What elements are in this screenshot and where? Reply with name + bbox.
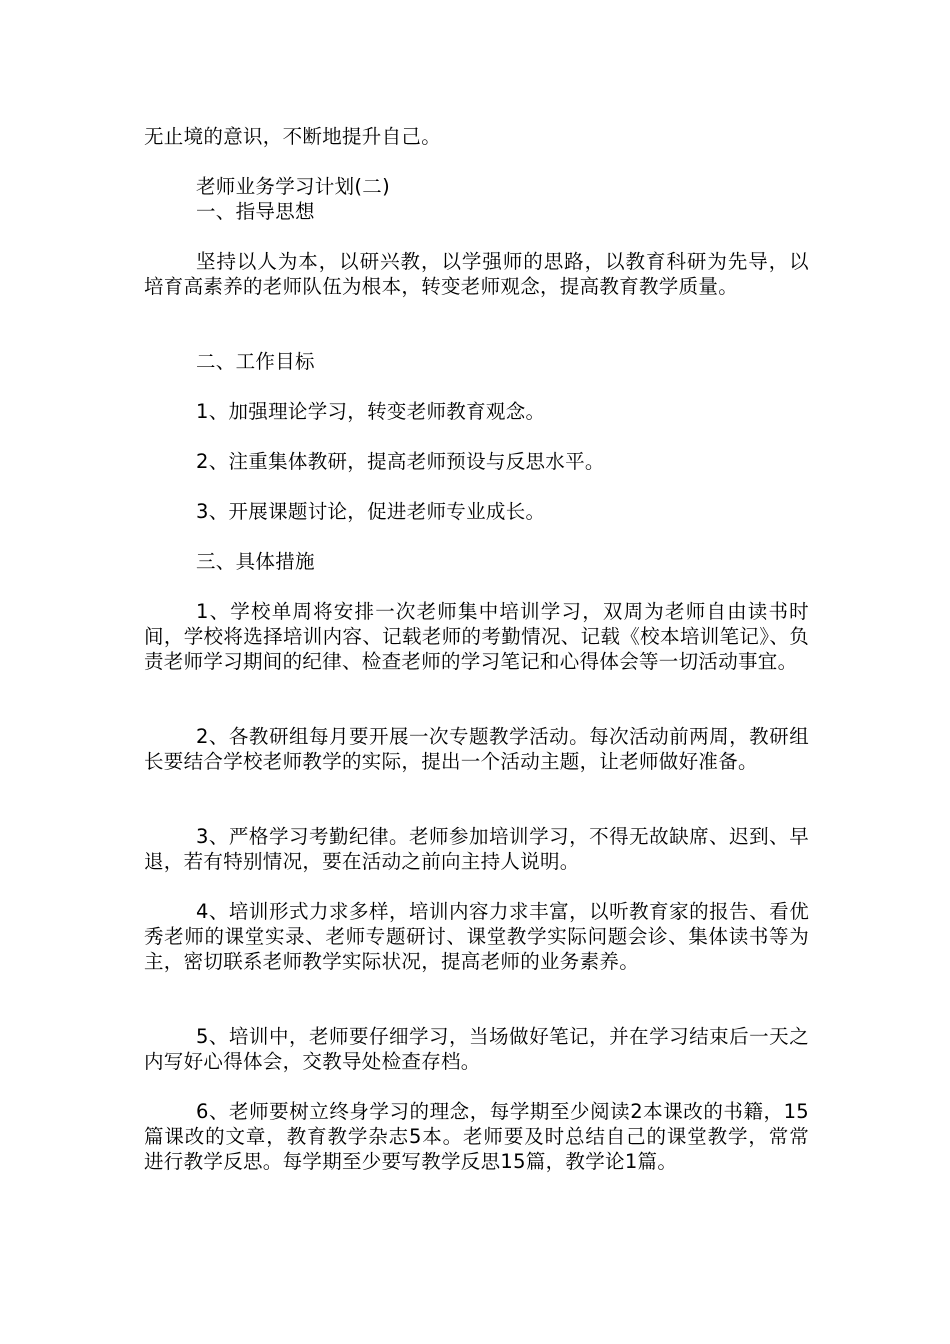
- measure-item-5: 5、培训中，老师要仔细学习，当场做好笔记，并在学习结束后一天之内写好心得体会，交教导处检查存档。: [144, 1025, 809, 1073]
- section-heading-work-goals: 二、工作目标: [196, 350, 315, 373]
- measure-item-4: 4、培训形式力求多样，培训内容力求丰富，以听教育家的报告、看优秀老师的课堂实录、老师专题研讨、课堂教学实际问题会诊、集体读书等为主，密切联系老师教学实际状况，提高老师的业务素养。: [144, 900, 809, 973]
- measure-item-1: 1、学校单周将安排一次老师集中培训学习，双周为老师自由读书时间，学校将选择培训内容、记载老师的考勤情况、记载《校本培训笔记》、负责老师学习期间的纪律、检查老师的学习笔记和心得体会等一切活动事宜。: [144, 600, 809, 673]
- goal-item-1: 1、加强理论学习，转变老师教育观念。: [196, 400, 546, 423]
- measure-item-2: 2、各教研组每月要开展一次专题教学活动。每次活动前两周，教研组长要结合学校老师教学的实际，提出一个活动主题，让老师做好准备。: [144, 725, 809, 773]
- measure-item-6: 6、老师要树立终身学习的理念，每学期至少阅读2本课改的书籍，15篇课改的文章，教育教学杂志5本。老师要及时总结自己的课堂教学，常常进行教学反思。每学期至少要写教学反思15篇，教学论1篇。: [144, 1100, 809, 1173]
- section-heading-guiding-ideology: 一、指导思想: [196, 200, 315, 223]
- goal-item-2: 2、注重集体教研，提高老师预设与反思水平。: [196, 450, 605, 473]
- measure-item-3: 3、严格学习考勤纪律。老师参加培训学习，不得无故缺席、迟到、早退，若有特别情况，要在活动之前向主持人说明。: [144, 825, 809, 873]
- section-heading-measures: 三、具体措施: [196, 550, 315, 573]
- goal-item-3: 3、开展课题讨论，促进老师专业成长。: [196, 500, 546, 523]
- paragraph-continuation: 无止境的意识，不断地提升自己。: [144, 125, 442, 148]
- document-title: 老师业务学习计划(二): [196, 175, 391, 198]
- paragraph-guiding-ideology: 坚持以人为本，以研兴教，以学强师的思路，以教育科研为先导，以培育高素养的老师队伍为根本，转变老师观念，提高教育教学质量。: [144, 250, 809, 298]
